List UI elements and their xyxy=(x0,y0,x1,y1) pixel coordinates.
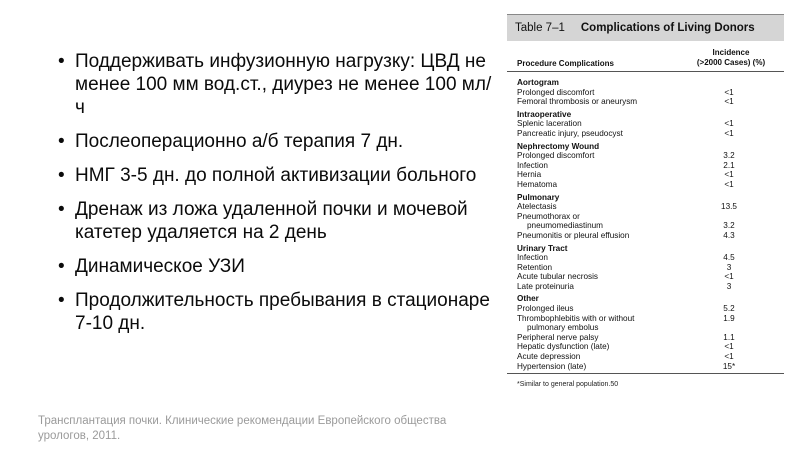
row-incidence: <1 xyxy=(724,179,734,189)
row-incidence xyxy=(684,212,774,222)
row-label: Pancreatic injury, pseudocyst xyxy=(517,128,623,138)
row-label: Hepatic dysfunction (late) xyxy=(517,342,610,352)
table-row xyxy=(517,323,774,333)
row-incidence: 3.2 xyxy=(723,151,735,161)
row-label: Atelectasis xyxy=(517,202,557,212)
table-body xyxy=(507,72,784,371)
table-number: Table 7–1 xyxy=(515,22,565,34)
table-row xyxy=(517,88,774,98)
row-incidence xyxy=(684,142,774,152)
table-row xyxy=(517,231,774,241)
bullet-item xyxy=(55,164,500,187)
table-title: Complications of Living Donors xyxy=(580,22,755,34)
row-label: Acute depression xyxy=(517,352,581,362)
bullet-item xyxy=(55,130,500,153)
row-label: Acute tubular necrosis xyxy=(517,272,599,282)
table-row xyxy=(517,352,774,362)
row-label: Urinary Tract xyxy=(517,243,568,253)
row-incidence: <1 xyxy=(724,272,734,282)
bullet-text: Поддерживать инфузионную нагрузку: ЦВД не менее 100 мм вод.ст., диурез не менее 100 мл/ч xyxy=(75,51,492,118)
row-incidence: 5.2 xyxy=(723,304,735,314)
bullet-text: Продолжительность пребывания в стационаре 7-10 дн. xyxy=(75,290,490,334)
row-label: pulmonary embolus xyxy=(527,323,599,333)
row-label: Pneumothorax or xyxy=(517,211,580,221)
bullet-item xyxy=(55,198,500,244)
row-incidence: <1 xyxy=(724,128,734,138)
source-citation: Трансплантация почки. Клинические рекомендации Европейского общества урологов, 2011. xyxy=(38,415,447,442)
row-label: Pneumonitis or pleural effusion xyxy=(517,230,630,240)
row-label: Retention xyxy=(517,262,553,272)
table-row xyxy=(517,333,774,343)
row-incidence xyxy=(684,78,774,88)
row-incidence: <1 xyxy=(724,342,734,352)
row-label: Prolonged discomfort xyxy=(517,87,595,97)
bullet-item xyxy=(55,50,500,119)
table-row xyxy=(517,362,774,372)
table-section-heading xyxy=(517,110,774,120)
bullet-item xyxy=(55,255,500,278)
row-incidence: <1 xyxy=(724,170,734,180)
table-row xyxy=(517,304,774,314)
bullet-text: Послеоперационно а/б терапия 7 дн. xyxy=(75,131,404,152)
table-section-heading xyxy=(517,244,774,254)
table-row xyxy=(517,151,774,161)
table-row xyxy=(517,202,774,212)
bullet-text: НМГ 3-5 дн. до полной активизации больного xyxy=(75,165,477,186)
row-incidence: 3 xyxy=(726,281,732,291)
table-row xyxy=(517,212,774,222)
row-incidence xyxy=(684,110,774,120)
row-label: Hernia xyxy=(517,170,542,180)
row-label: Intraoperative xyxy=(517,109,572,119)
row-incidence: 3 xyxy=(726,262,732,272)
row-label: Prolonged discomfort xyxy=(517,151,595,161)
table-row xyxy=(517,180,774,190)
bullet-dot: • xyxy=(58,199,65,220)
column-header-incidence-line2: (>2000 Cases) (%) xyxy=(696,58,766,67)
table-row xyxy=(517,263,774,273)
row-incidence xyxy=(684,193,774,203)
row-label: Prolonged ileus xyxy=(517,304,574,314)
complications-table xyxy=(507,14,784,442)
row-label: Pulmonary xyxy=(517,192,560,202)
row-label: Aortogram xyxy=(517,78,559,87)
row-incidence: 1.1 xyxy=(723,332,735,342)
row-label: Peripheral nerve palsy xyxy=(517,332,599,342)
row-incidence: 15* xyxy=(722,361,736,371)
row-incidence: 4.3 xyxy=(723,230,735,240)
row-incidence xyxy=(684,323,774,333)
row-label: Hypertension (late) xyxy=(517,361,587,371)
table-row xyxy=(517,282,774,292)
bullet-list xyxy=(55,50,500,346)
row-incidence xyxy=(684,244,774,254)
table-row xyxy=(517,342,774,352)
table-row xyxy=(517,221,774,231)
table-row xyxy=(517,314,774,324)
bullet-dot: • xyxy=(58,290,65,311)
bullet-dot: • xyxy=(58,256,65,277)
table-row xyxy=(517,253,774,263)
row-incidence: 3.2 xyxy=(723,221,735,231)
table-row xyxy=(517,129,774,139)
bullet-dot: • xyxy=(58,51,65,72)
table-row xyxy=(517,97,774,107)
bullet-text: Дренаж из ложа удаленной почки и мочевой катетер удаляется на 2 день xyxy=(75,199,468,243)
table-row xyxy=(517,272,774,282)
column-header-procedure: Procedure Complications xyxy=(517,59,614,68)
table-row xyxy=(517,119,774,129)
table-section-heading xyxy=(517,294,774,304)
row-incidence: <1 xyxy=(724,87,734,97)
bullet-dot: • xyxy=(58,165,65,186)
row-incidence: <1 xyxy=(724,119,734,129)
table-section-heading xyxy=(517,142,774,152)
column-header-incidence xyxy=(686,48,776,68)
row-label: Femoral thrombosis or aneurysm xyxy=(517,97,638,107)
row-incidence: 4.5 xyxy=(723,253,735,263)
table-row xyxy=(517,161,774,171)
row-label: Other xyxy=(517,294,539,304)
row-incidence: 1.9 xyxy=(723,313,735,323)
row-incidence: <1 xyxy=(724,352,734,362)
row-incidence: 2.1 xyxy=(723,160,735,170)
bullet-text: Динамическое УЗИ xyxy=(75,256,245,277)
row-label: Nephrectomy Wound xyxy=(517,141,600,151)
table-row xyxy=(517,170,774,180)
row-incidence: 13.5 xyxy=(721,202,737,212)
table-header xyxy=(507,41,784,72)
bullet-dot: • xyxy=(58,131,65,152)
row-label: Thrombophlebitis with or without xyxy=(517,313,635,323)
row-label: Infection xyxy=(517,253,548,263)
table-title-bar xyxy=(507,14,784,41)
row-label: Splenic laceration xyxy=(517,119,582,129)
table-section-heading xyxy=(517,78,774,88)
bullet-item xyxy=(55,289,500,335)
row-label: pneumomediastinum xyxy=(527,221,604,231)
table-section-heading xyxy=(517,193,774,203)
row-label: Hematoma xyxy=(517,179,558,189)
row-label: Infection xyxy=(517,160,548,170)
row-label: Late proteinuria xyxy=(517,281,574,291)
column-header-incidence-line1: Incidence xyxy=(712,48,750,57)
row-incidence xyxy=(684,294,774,304)
table-footnote: *Similar to general population.50 xyxy=(517,381,619,389)
row-incidence: <1 xyxy=(724,97,734,107)
